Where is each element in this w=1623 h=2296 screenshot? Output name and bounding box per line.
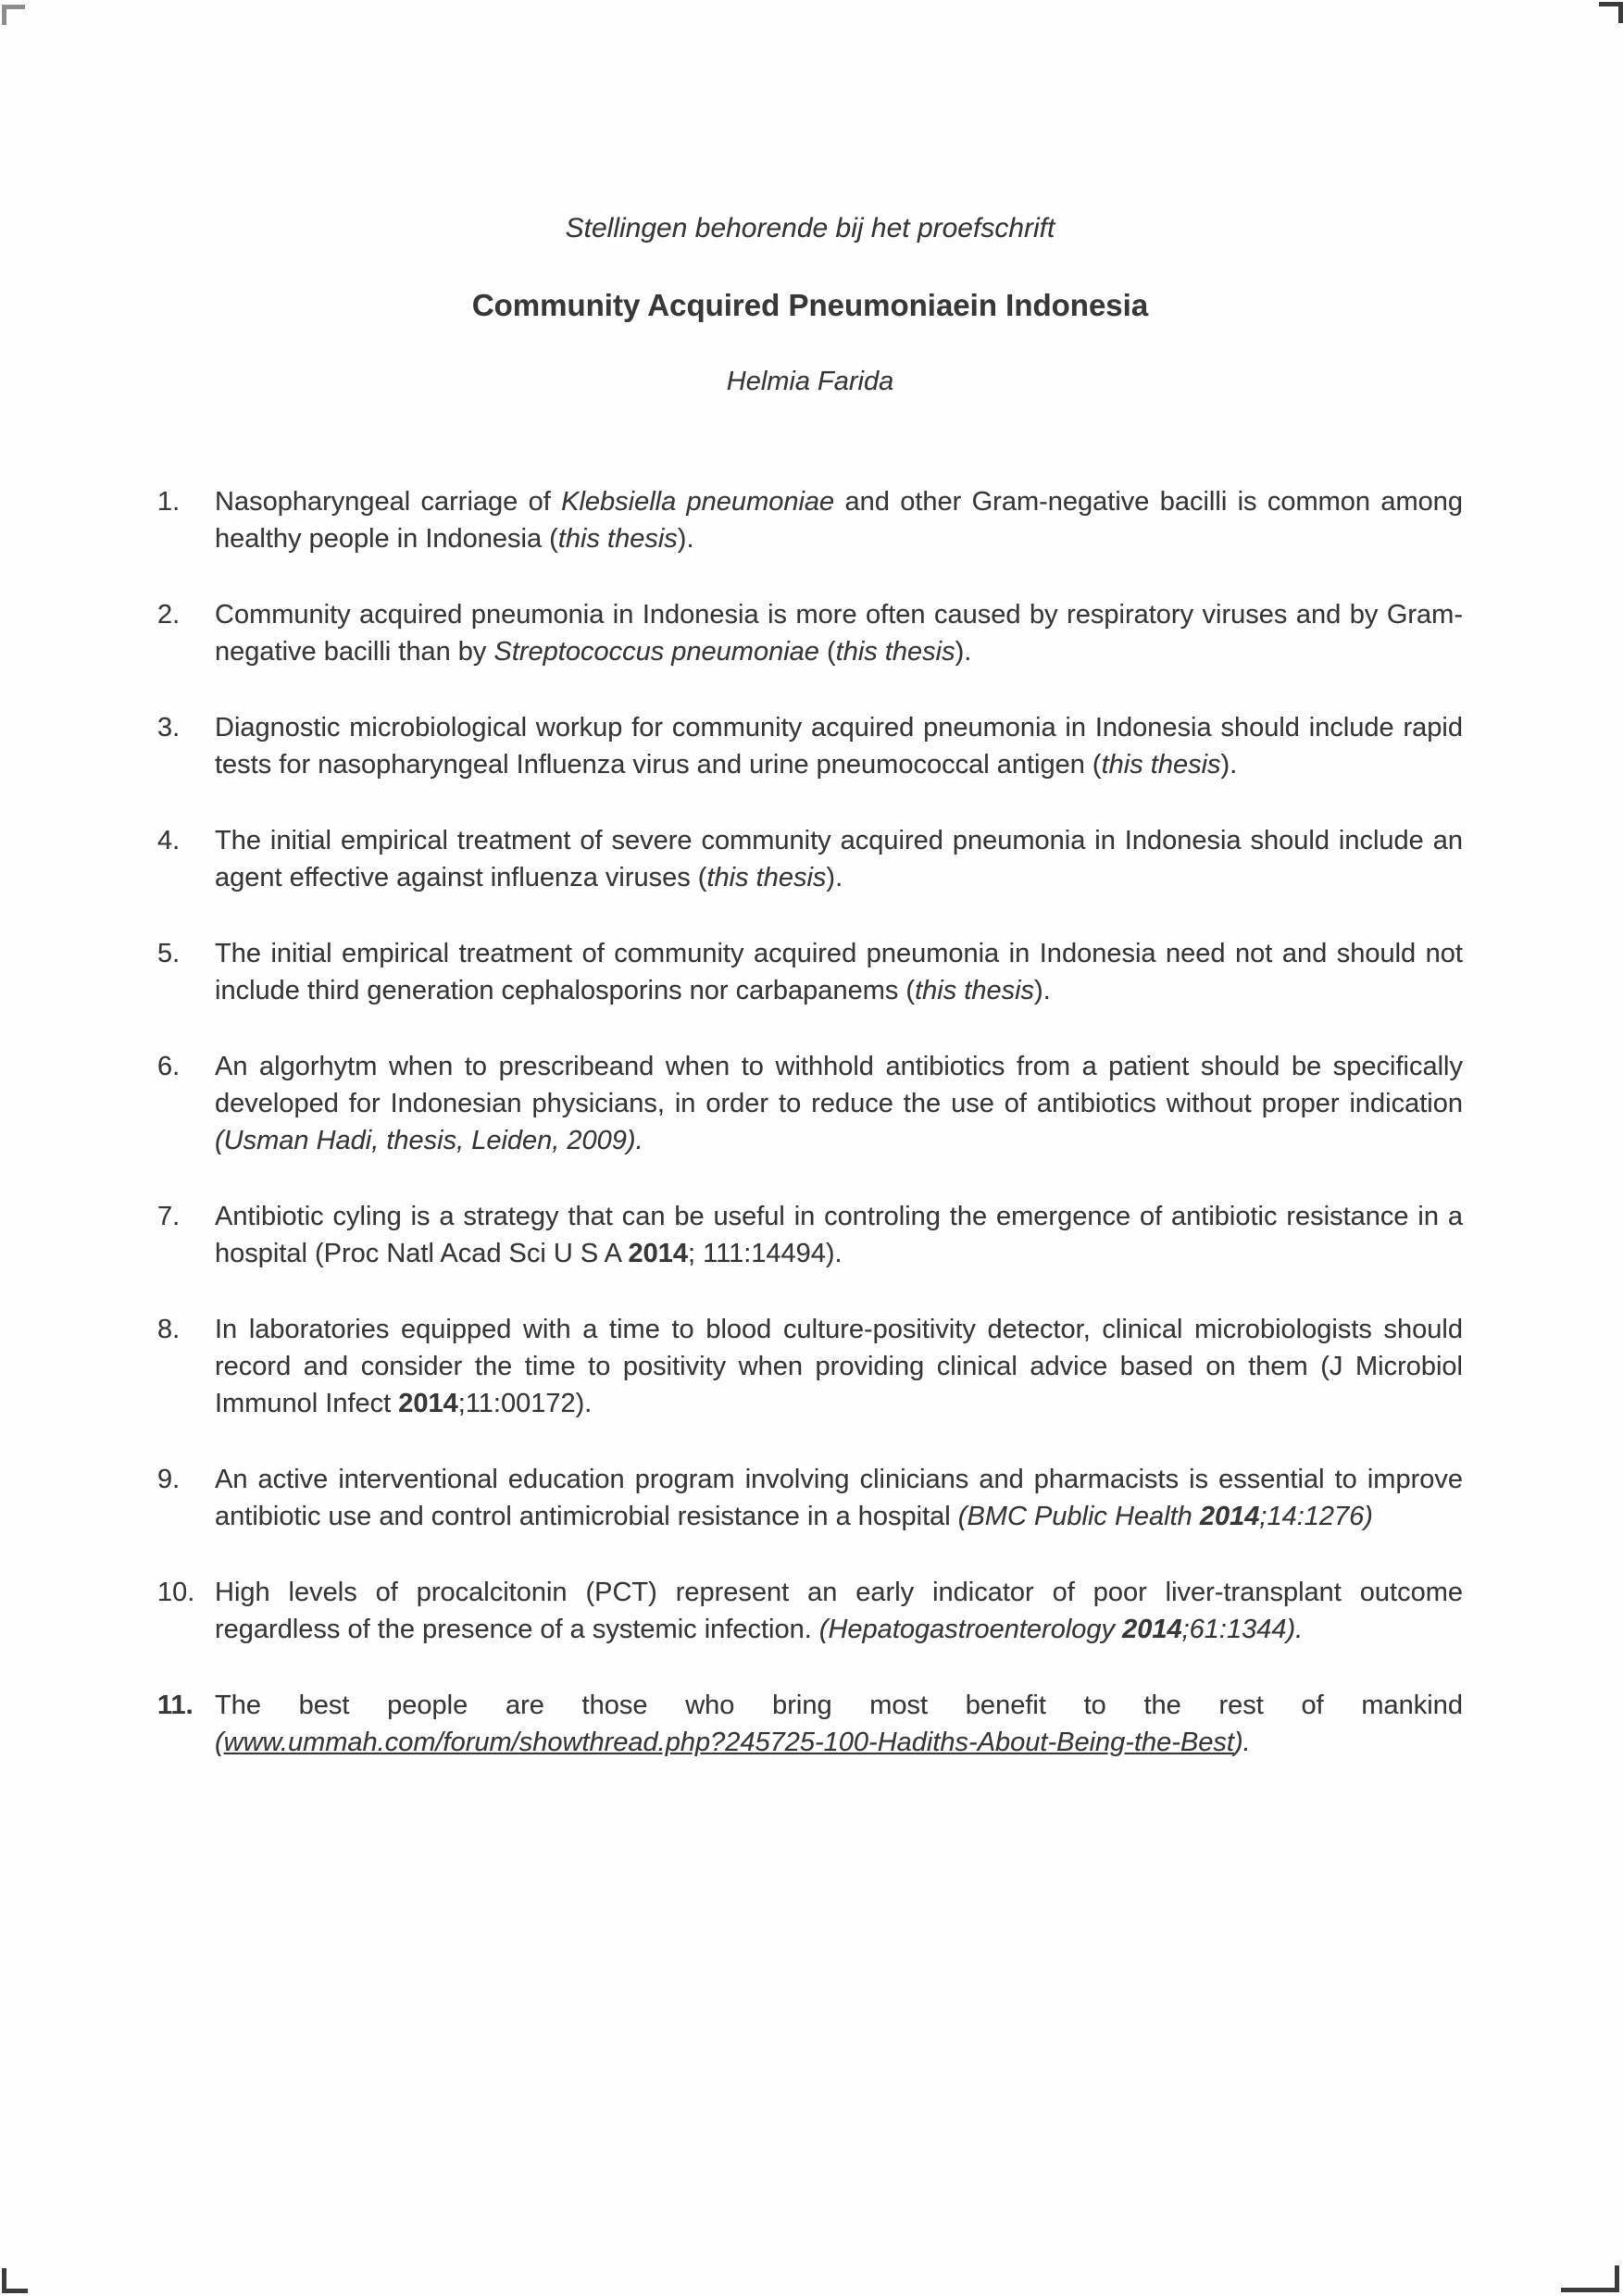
proposition-text: High levels of procalcitonin (PCT) represent an early indicator of poor liver-transplant outcome regardless of the presence of a systemic infection. (Hepatogastroenterology 2014;61:1344). [215,1578,1463,1644]
proposition-number: 1. [157,487,181,517]
proposition-item-11 [157,1687,1463,1761]
proposition-number: 3. [157,713,181,742]
proposition-number: 6. [157,1052,181,1081]
proposition-number: 8. [157,1315,181,1344]
propositions-list [157,483,1463,1761]
proposition-item-8 [157,1311,1463,1422]
proposition-number: 10. [157,1578,195,1607]
proposition-text: In laboratories equipped with a time to blood culture-positivity detector, clinical microbiologists should record and consider the time to positivity when providing clinical advice based on them (J Microbiol Immunol Infect 2014;11:00172). [215,1315,1463,1418]
proposition-text: The initial empirical treatment of community acquired pneumonia in Indonesia need not and should not include third generation cephalosporins nor carbapanems (this thesis). [215,939,1463,1005]
proposition-item-9 [157,1461,1463,1535]
thesis-author: Helmia Farida [726,367,894,396]
thesis-title: Community Acquired Pneumoniaein Indonesia [471,288,1149,322]
proposition-number: 4. [157,826,181,855]
proposition-text: The best people are those who bring most benefit to the rest of mankind (www.ummah.com/forum/showthread.php?245725-100-Hadiths-About-Being-the-Best). [215,1691,1463,1757]
proposition-text: Diagnostic microbiological workup for community acquired pneumonia in Indonesia should include rapid tests for nasopharyngeal Influenza virus and urine pneumococcal antigen (this thesis). [215,713,1463,780]
proposition-number: 5. [157,939,181,968]
crop-mark-top-left-icon [2,5,25,25]
document-content [157,0,1463,1800]
proposition-number: 7. [157,1202,181,1231]
thesis-subtitle: Stellingen behorende bij het proefschrift [565,213,1055,243]
proposition-text: Nasopharyngeal carriage of Klebsiella pneumoniae and other Gram-negative bacilli is common among healthy people in Indonesia (this thesis). [215,487,1464,554]
proposition-item-2 [157,596,1463,670]
proposition-text: Antibiotic cyling is a strategy that can be useful in controling the emergence of antibiotic resistance in a hospital (Proc Natl Acad Sci U S A 2014; 111:14494). [215,1202,1463,1268]
document-header [157,211,1463,398]
proposition-item-7 [157,1198,1463,1272]
proposition-number: 11. [157,1691,194,1720]
crop-mark-bottom-right-icon [1561,2265,1619,2292]
proposition-item-3 [157,709,1463,783]
crop-mark-top-right-icon [1599,2,1623,23]
proposition-number: 2. [157,600,181,630]
proposition-item-6 [157,1048,1463,1159]
proposition-number: 9. [157,1465,181,1494]
proposition-item-1 [157,483,1463,557]
proposition-item-5 [157,935,1463,1009]
crop-mark-bottom-left-icon [2,2268,28,2293]
proposition-text: Community acquired pneumonia in Indonesia is more often caused by respiratory viruses and by Gram-negative bacilli than by Streptococcus pneumoniae (this thesis). [215,600,1463,667]
proposition-item-10 [157,1574,1463,1648]
proposition-item-4 [157,822,1463,896]
proposition-text: The initial empirical treatment of severe community acquired pneumonia in Indonesia should include an agent effective against influenza viruses (this thesis). [215,826,1463,892]
proposition-text: An active interventional education program involving clinicians and pharmacists is essential to improve antibiotic use and control antimicrobial resistance in a hospital (BMC Public Health 2014;14:1276) [215,1465,1463,1531]
proposition-text: An algorhytm when to prescribeand when to withhold antibiotics from a patient should be specifically developed for Indonesian physicians, in order to reduce the use of antibiotics without proper indication (Usman Hadi, thesis, Leiden, 2009). [215,1052,1463,1155]
